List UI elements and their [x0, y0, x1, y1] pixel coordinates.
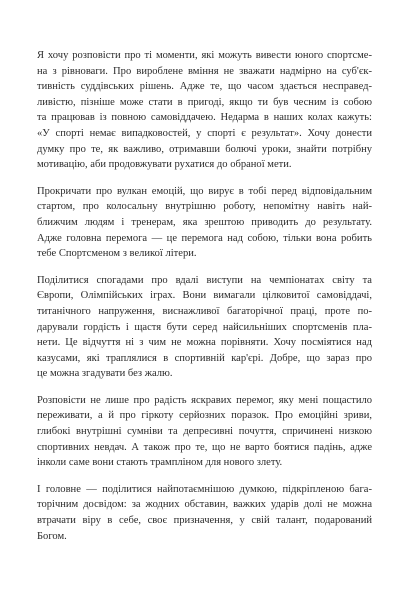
- text-line: це можна згадувати без жалю.: [37, 368, 173, 380]
- text-line: думку про те, як важливо, отримавши болючі уроки, знайти потрібну: [37, 143, 372, 155]
- paragraph-1: [37, 48, 372, 173]
- text-line: Адже головна перемога — це перемога над собою, тільки вона робить: [37, 232, 372, 244]
- text-line: спортивних невдач. А також про те, що не варто боятися падінь, адже: [37, 441, 372, 453]
- text-line: Поділитися спогадами про вдалі виступи на чемпіонатах світу та: [37, 274, 372, 286]
- text-line: нети. Це відчуття ні з чим не можна порівняти. Хочу посміятися над: [37, 337, 372, 349]
- text-line: та працював із повною самовіддачею. Недарма в наших колах кажуть:: [37, 112, 372, 124]
- text-line: тивність суддівських рішень. Адже те, що часом здається несправед-: [37, 81, 372, 93]
- text-line: ближчим людям і тренерам, яка зрештою приводить до результату.: [37, 216, 372, 228]
- text-line: інколи саме вони стають трампліном для нового злету.: [37, 457, 283, 469]
- text-line: втрачати віру в себе, своє призначення, у свій талант, подарований: [37, 515, 372, 527]
- text-line: дарували гордість і щастя бути серед найсильніших спортсменів пла-: [37, 321, 372, 333]
- paragraph-5: [37, 482, 372, 544]
- paragraph-4: [37, 393, 372, 471]
- text-line: титанічного напруження, виснажливої багаторічної праці, проте по-: [37, 305, 372, 317]
- paragraph-2: [37, 184, 372, 262]
- page-body: [37, 48, 372, 555]
- text-line: торічним досвідом: за жодних обставин, важких ударів долі не можна: [37, 499, 372, 511]
- text-line: Богом.: [37, 530, 67, 542]
- text-line: переживати, а й про гіркоту серйозних поразок. Про емоційні зриви,: [37, 410, 372, 422]
- text-line: «У спорті немає випадковостей, у спорті є результат». Хочу донести: [37, 127, 372, 139]
- text-line: ливістю, пізніше може стати в пригоді, якщо ти був чесним із собою: [37, 96, 372, 108]
- text-line: на з рівноваги. Про вироблене вміння не зважати надмірно на суб'єк-: [37, 65, 372, 77]
- text-line: казусами, які траплялися в спортивній кар'єрі. Добре, що зараз про: [37, 352, 372, 364]
- text-line: Європи, Олімпійських іграх. Вони вимагали цілковитої самовіддачі,: [37, 290, 372, 302]
- text-line: Розповісти не лише про радість яскравих перемог, яку мені пощастило: [37, 394, 372, 406]
- paragraph-3: [37, 273, 372, 382]
- text-line: Прокричати про вулкан емоцій, що вирує в тобі перед відповідальним: [37, 185, 372, 197]
- text-line: І головне — поділитися найпотаємнішою думкою, підкріпленою бага-: [37, 483, 372, 495]
- text-line: Я хочу розповісти про ті моменти, які можуть вивести юного спортсме-: [37, 50, 372, 61]
- text-line: стартом, про колосальну внутрішню роботу, непомітну навіть най-: [37, 201, 372, 213]
- text-line: мотивацію, аби продовжувати рухатися до обраної мети.: [37, 159, 292, 171]
- text-line: глибокі внутрішні сумніви та депресивні почуття, спричинені низкою: [37, 426, 372, 438]
- text-line: тебе Спортсменом з великої літери.: [37, 248, 197, 260]
